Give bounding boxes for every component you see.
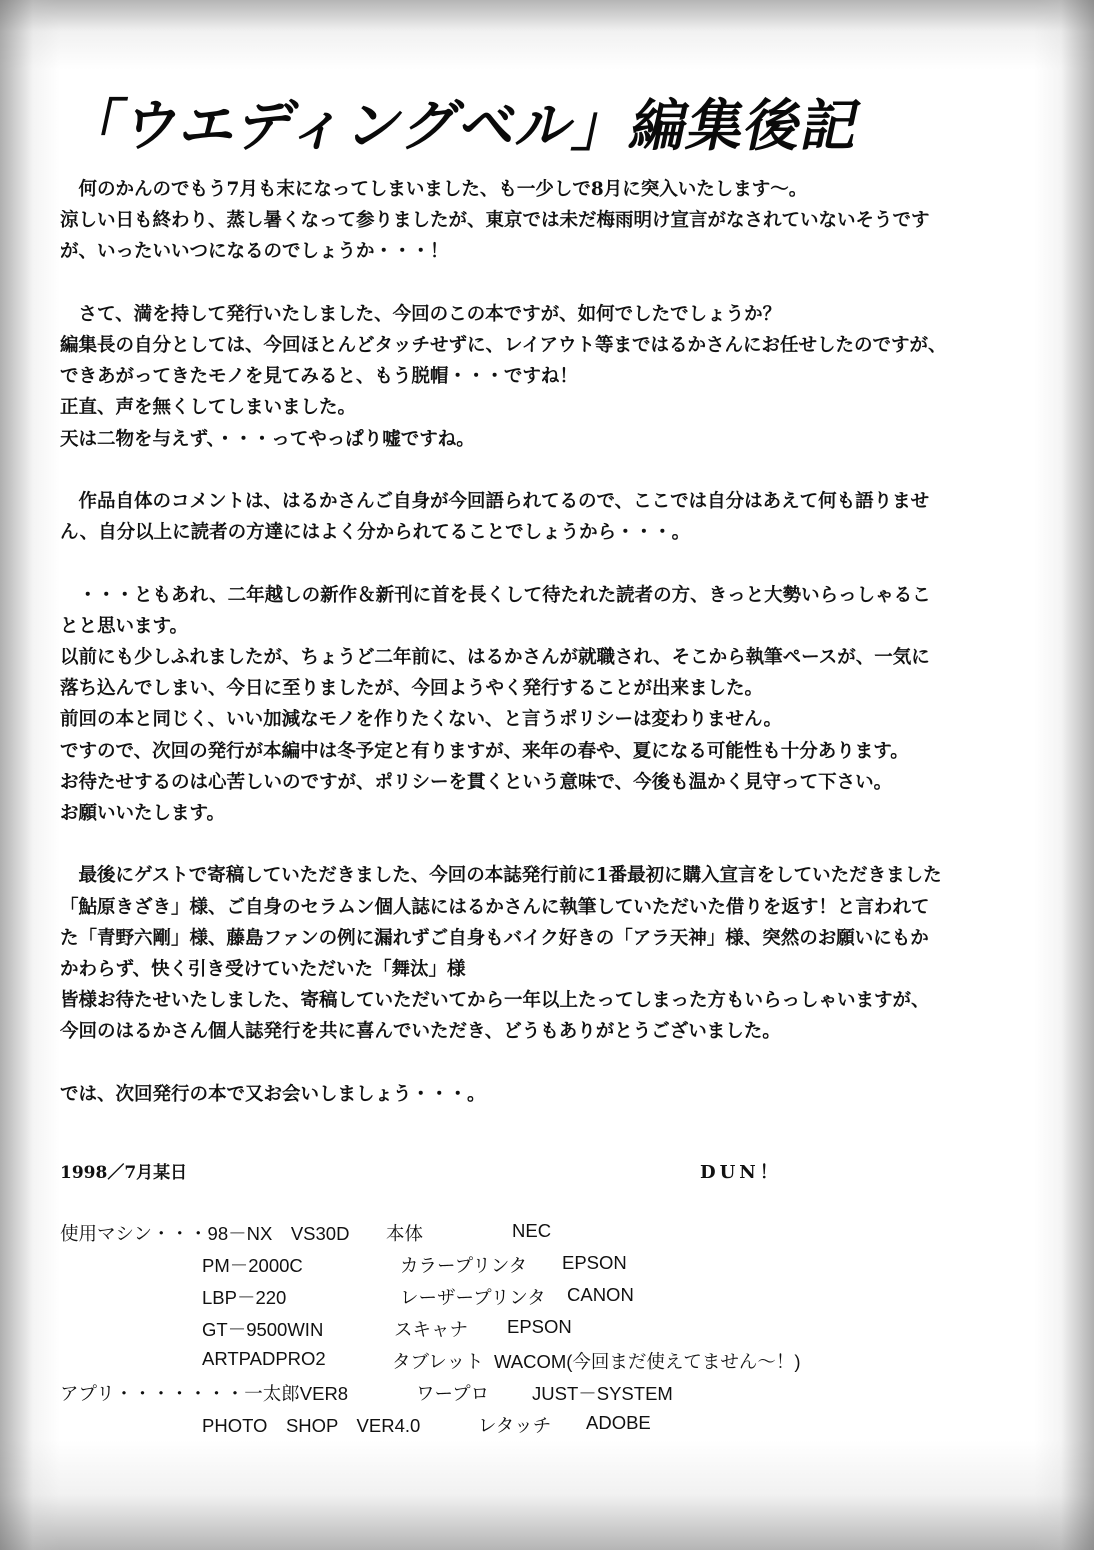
paragraph [60, 1079, 1050, 1110]
spec-type: 本体 [386, 1223, 424, 1244]
text-line: た「青野六剛」様、藤島ファンの例に漏れずご自身もバイク好きの「アラ天神」様、突然のお願いにもか [60, 927, 929, 949]
spec-type: レタッチ [478, 1415, 552, 1436]
text-line: 皆様お待たせいたしました、寄稿していただいてから一年以上たってしまった方もいらっしゃいますが、 [60, 990, 930, 1012]
paragraph [60, 580, 1050, 830]
scan-shading-top [0, 0, 1094, 70]
text-line: 落ち込んでしまい、今日に至りましたが、今回ようやく発行することが出来ました。 [60, 678, 764, 700]
text-line: 天は二物を与えず、・・・ってやっぱり嘘ですね。 [60, 428, 475, 450]
paragraph [60, 299, 1050, 455]
spec-maker: NEC [512, 1220, 552, 1241]
spec-item: PM－2000C [202, 1255, 303, 1276]
spec-item: PHOTO SHOP VER4.0 [202, 1415, 421, 1436]
spec-item: ARTPADPRO2 [202, 1348, 326, 1369]
scan-shading-left [0, 0, 60, 1550]
text-line: 最後にゲストで寄稿していただきました、今回の本誌発行前に1番最初に購入宣言をしていただきました [60, 865, 942, 887]
spec-item: GT－9500WIN [202, 1319, 324, 1340]
paragraph [60, 860, 1050, 1047]
text-line: 前回の本と同じく、いい加減なモノを作りたくない、と言うポリシーは変わりません。 [60, 709, 783, 731]
text-line: とと思います。 [60, 615, 189, 637]
text-line: さて、満を持して発行いたしました、今回のこの本ですが、如何でしたでしょうか？ [60, 303, 782, 325]
spec-type: スキャナ [394, 1319, 469, 1340]
text-line: ん、自分以上に読者の方達にはよく分かられてることでしょうから・・・。 [60, 522, 691, 544]
spec-item: アプリ・・・・・・・一太郎VER8 [60, 1383, 349, 1404]
spec-type: レーザープリンタ [400, 1287, 546, 1308]
text-line: お願いいたします。 [60, 803, 226, 825]
spec-type: タブレット [392, 1351, 484, 1372]
spec-maker: JUST－SYSTEM [532, 1383, 673, 1404]
text-line: 涼しい日も終わり、蒸し暑くなって参りましたが、東京では未だ梅雨明け宣言がなされていないそうです [60, 210, 930, 232]
signature: DUN！ [700, 1162, 782, 1183]
text-line: 正直、声を無くしてしまいました。 [60, 397, 357, 419]
text-line: 今回のはるかさん個人誌発行を共に喜んでいただき、どうもありがとうございました。 [60, 1021, 781, 1043]
text-line: 編集長の自分としては、今回ほとんどタッチせずに、レイアウト等まではるかさんにお任せしたのですが、 [60, 335, 947, 356]
text-line: 「鮎原きざき」様、ご自身のセラムン個人誌にはるかさんに執筆していただいた借りを返す！と言われて [60, 896, 930, 918]
spec-item: LBP－220 [202, 1287, 287, 1308]
spec-maker: ADOBE [586, 1412, 651, 1433]
text-line: ですので、次回の発行が本編中は冬予定と有りますが、来年の春や、夏になる可能性も十分あります。 [60, 740, 909, 762]
spec-maker: EPSON [562, 1252, 627, 1273]
text-line: では、次回発行の本で又お会いしましょう・・・。 [60, 1083, 486, 1105]
text-line: お待たせするのは心苦しいのですが、ポリシーを貫くという意味で、今後も温かく見守って下さい。 [60, 771, 893, 793]
paragraph [60, 486, 1050, 548]
text-line: 作品自体のコメントは、はるかさんご自身が今回語られてるので、ここでは自分はあえて何も語りませ [60, 491, 930, 512]
afterword-body [60, 174, 1050, 1110]
page-title: 「ウエディングベル」編集後記 [60, 94, 867, 159]
spec-maker: EPSON [507, 1316, 572, 1337]
text-line: できあがってきたモノを見てみると、もう脱帽・・・ですね！ [60, 366, 578, 388]
spec-maker: WACOM(今回まだ使えてません～！) [494, 1351, 801, 1372]
spec-type: ワープロ [416, 1383, 490, 1404]
spec-item: 使用マシン・・・98－NX VS30D [60, 1223, 350, 1244]
text-line: ・・・ともあれ、二年越しの新作＆新刊に首を長くして待たれた読者の方、きっと大勢いらっしゃるこ [60, 584, 931, 606]
text-line: が、いったいいつになるのでしょうか・・・！ [60, 241, 449, 263]
scan-shading-bottom [0, 1440, 1094, 1550]
spec-maker: CANON [567, 1284, 634, 1305]
spec-type: カラープリンタ [400, 1255, 528, 1276]
paragraph [60, 174, 1050, 268]
text-line: 何のかんのでもう7月も末になってしまいました、も一少しで8月に突入いたします～。 [60, 179, 808, 200]
date-line: 1998／7月某日 [60, 1163, 188, 1183]
text-line: かわらず、快く引き受けていただいた「舞汰」様 [60, 959, 466, 981]
text-line: 以前にも少しふれましたが、ちょうど二年前に、はるかさんが就職され、そこから執筆ペースが、一気に [60, 647, 930, 668]
